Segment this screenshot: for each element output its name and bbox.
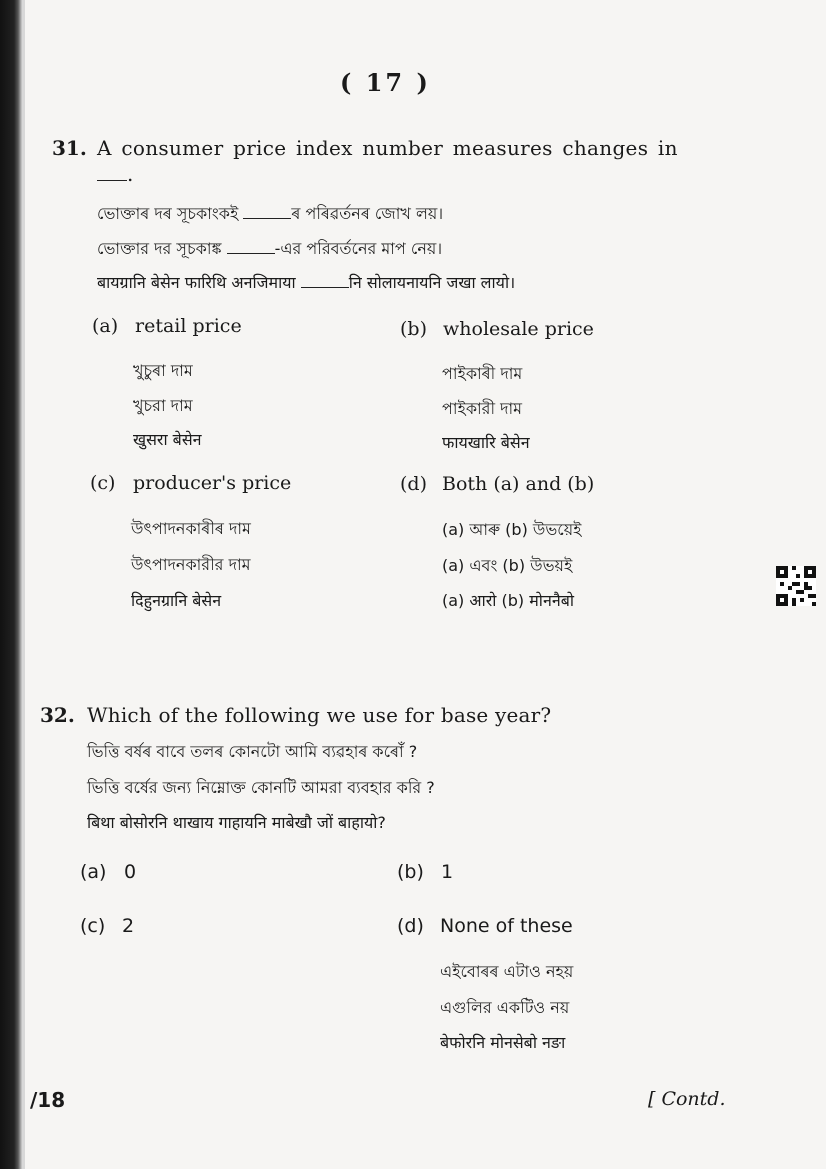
q31-option-d-assamese: (a) আৰু (b) উভয়েই <box>442 520 582 539</box>
q32-option-d-bodo: बेफोरनि मोनसेबो नङा <box>440 1033 566 1052</box>
q32-option-a-value: 0 <box>124 861 137 883</box>
q32-option-d-assamese: এইবোৰৰ এটাও নহয় <box>440 962 574 981</box>
question-31-assamese: ভোক্তাৰ দৰ সূচকাংকই ৰ পৰিৱৰ্তনৰ জোখ লয়। <box>97 204 444 223</box>
q31-option-c-bodo: दिहुनग्रानि बेसेन <box>131 591 222 610</box>
question-31-stem: A consumer price index number measures changes in <box>97 136 678 160</box>
answer-blank <box>243 218 291 219</box>
q31-option-c-assamese: উৎপাদনকাৰীৰ দাম <box>131 519 251 538</box>
q32-option-b-label: (b) <box>397 861 424 883</box>
question-32-number: 32. <box>40 703 75 727</box>
q31-option-d-bengali: (a) এবং (b) উভয়ই <box>442 556 573 575</box>
q31-option-b-text: wholesale price <box>443 318 594 340</box>
q31-option-b-bodo: फायखारि बेसेन <box>442 433 530 452</box>
continued-note: [ Contd. <box>648 1088 726 1110</box>
question-31-bengali: ভোক্তার দর সূচকাঙ্ক -এর পরিবর্তনের মাপ নেয়। <box>97 239 443 258</box>
q32-option-a-label: (a) <box>80 861 107 883</box>
q31-option-b-label: (b) <box>400 318 427 340</box>
q32-option-d-value: None of these <box>440 915 573 937</box>
q31-option-a-assamese: খুচুৰা দাম <box>133 361 193 380</box>
booklet-code: /18 <box>30 1088 66 1112</box>
page-edge <box>22 0 25 1169</box>
q31-option-b-assamese: পাইকাৰী দাম <box>442 364 523 383</box>
q31-option-c-text: producer's price <box>133 472 292 494</box>
q32-option-b-value: 1 <box>441 861 454 883</box>
question-32-stem: Which of the following we use for base year? <box>87 703 552 727</box>
q31-option-b-bengali: পাইকারী দাম <box>442 399 523 418</box>
q31-option-d-text: Both (a) and (b) <box>442 473 595 495</box>
q31-option-d-bodo: (a) आरो (b) मोननैबो <box>442 591 574 610</box>
question-31-stem-blank: . <box>97 162 133 186</box>
q32-option-c-label: (c) <box>80 915 106 937</box>
qr-code-icon <box>776 566 816 606</box>
q31-option-a-bengali: খুচরা দাম <box>133 396 193 415</box>
answer-blank <box>301 287 349 288</box>
question-32-bengali: ভিত্তি বর্ষের জন্য নিম্নোক্ত কোনটি আমরা ব্যবহার করি ? <box>87 778 435 797</box>
q32-option-d-bengali: এগুলির একটিও নয় <box>440 998 570 1017</box>
question-32-bodo: बिथा बोसोरनि थाखाय गाहायनि माबेखौ जों बाहायो? <box>87 813 386 832</box>
q31-option-a-label: (a) <box>92 315 119 337</box>
book-spine-shadow <box>0 0 22 1169</box>
q32-option-c-value: 2 <box>122 915 135 937</box>
q31-option-a-text: retail price <box>135 315 242 337</box>
question-32-assamese: ভিত্তি বৰ্ষৰ বাবে তলৰ কোনটো আমি ব্যৱহাৰ কৰোঁ ? <box>87 742 418 761</box>
q31-option-c-bengali: উৎপাদনকারীর দাম <box>131 555 251 574</box>
answer-blank <box>97 180 127 181</box>
answer-blank <box>227 253 275 254</box>
page-number: ( 17 ) <box>340 68 431 97</box>
q31-option-c-label: (c) <box>90 472 116 494</box>
question-31-number: 31. <box>52 136 87 160</box>
q32-option-d-label: (d) <box>397 915 424 937</box>
question-31-bodo: बायग्रानि बेसेन फारिथि अनजिमाया नि सोलायनायनि जखा लायो। <box>97 273 516 292</box>
q31-option-a-bodo: खुसरा बेसेन <box>133 430 202 449</box>
q31-option-d-label: (d) <box>400 473 427 495</box>
